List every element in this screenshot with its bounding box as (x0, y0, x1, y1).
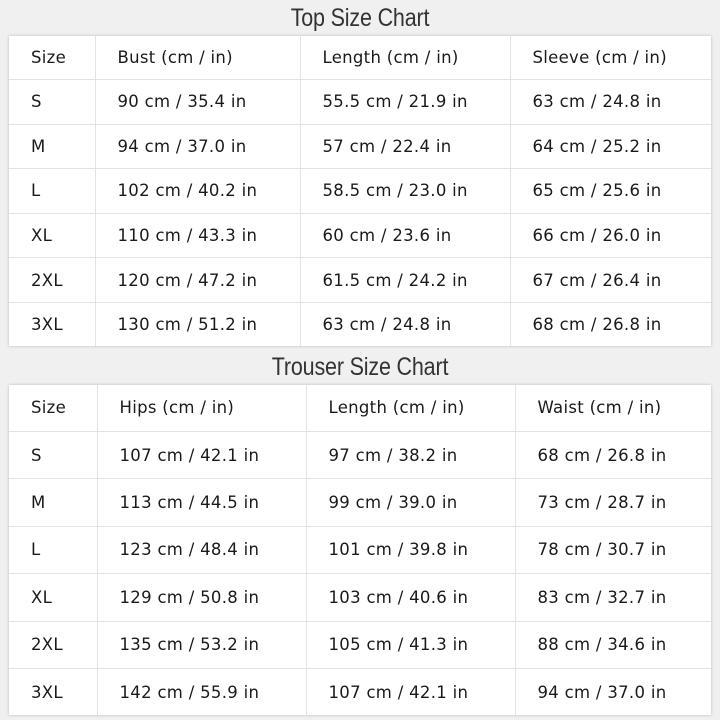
measurement-cell: 97 cm / 38.2 in (306, 431, 515, 478)
measurement-cell: 113 cm / 44.5 in (97, 479, 306, 526)
top-size-table-card (9, 36, 711, 346)
measurement-cell: 102 cm / 40.2 in (95, 169, 300, 214)
measurement-cell: 110 cm / 43.3 in (95, 213, 300, 258)
measurement-cell: 103 cm / 40.6 in (306, 574, 515, 621)
top-size-table (9, 36, 711, 346)
measurement-cell: 90 cm / 35.4 in (95, 79, 300, 124)
measurement-cell: 67 cm / 26.4 in (510, 258, 711, 303)
trouser-size-column-header: Hips (cm / in) (97, 385, 306, 431)
measurement-cell: 66 cm / 26.0 in (510, 213, 711, 258)
table-row (9, 124, 711, 169)
measurement-cell: 88 cm / 34.6 in (515, 621, 711, 668)
measurement-cell: 120 cm / 47.2 in (95, 258, 300, 303)
table-row (9, 213, 711, 258)
top-size-table-body (9, 36, 711, 346)
size-label-cell: L (9, 526, 97, 573)
measurement-cell: 123 cm / 48.4 in (97, 526, 306, 573)
measurement-cell: 94 cm / 37.0 in (537, 682, 667, 702)
top-size-column-header: Bust (cm / in) (95, 36, 300, 79)
measurement-cell: 63 cm / 24.8 in (300, 302, 510, 346)
table-row (9, 574, 711, 621)
measurement-cell: 68 cm / 26.8 in (515, 431, 711, 478)
size-label-cell: 3XL (9, 669, 97, 715)
size-label-cell: XL (9, 574, 97, 621)
measurement-cell: 60 cm / 23.6 in (300, 213, 510, 258)
trouser-size-table-card (9, 385, 711, 715)
table-row (9, 302, 711, 346)
trouser-size-table (9, 385, 711, 715)
table-row (9, 79, 711, 124)
measurement-cell: 73 cm / 28.7 in (515, 479, 711, 526)
measurement-cell: 78 cm / 30.7 in (515, 526, 711, 573)
measurement-cell: 58.5 cm / 23.0 in (300, 169, 510, 214)
trouser-size-table-body (9, 385, 711, 715)
trouser-size-chart-title: Trouser Size Chart (271, 353, 449, 381)
measurement-cell: 57 cm / 22.4 in (300, 124, 510, 169)
size-label-cell: M (9, 479, 97, 526)
table-row (9, 479, 711, 526)
measurement-cell: 135 cm / 53.2 in (97, 621, 306, 668)
measurement-cell: 68 cm / 26.8 in (532, 314, 662, 334)
measurement-cell: 105 cm / 41.3 in (306, 621, 515, 668)
size-label-cell: S (9, 431, 97, 478)
table-row (9, 526, 711, 573)
measurement-cell: 94 cm / 37.0 in (95, 124, 300, 169)
table-row (9, 258, 711, 303)
measurement-cell: 64 cm / 25.2 in (510, 124, 711, 169)
size-label-cell: 2XL (9, 258, 95, 303)
measurement-cell: 142 cm / 55.9 in (97, 669, 306, 715)
size-label-cell: XL (9, 213, 95, 258)
measurement-cell: 63 cm / 24.8 in (510, 79, 711, 124)
top-size-chart-title: Top Size Chart (290, 4, 430, 32)
measurement-cell: 129 cm / 50.8 in (97, 574, 306, 621)
measurement-cell: 61.5 cm / 24.2 in (300, 258, 510, 303)
trouser-size-header-row (9, 385, 711, 431)
size-label-cell: 3XL (9, 302, 95, 346)
top-size-column-header: Size (9, 36, 95, 79)
trouser-size-column-header: Length (cm / in) (306, 385, 515, 431)
measurement-cell: 65 cm / 25.6 in (510, 169, 711, 214)
table-row (9, 431, 711, 478)
size-label-cell: M (9, 124, 95, 169)
measurement-cell: 55.5 cm / 21.9 in (300, 79, 510, 124)
measurement-cell: 83 cm / 32.7 in (515, 574, 711, 621)
top-size-column-header: Length (cm / in) (300, 36, 510, 79)
measurement-cell: 99 cm / 39.0 in (306, 479, 515, 526)
measurement-cell: 101 cm / 39.8 in (306, 526, 515, 573)
top-size-header-row (9, 36, 711, 79)
size-label-cell: 2XL (9, 621, 97, 668)
size-label-cell: S (9, 79, 95, 124)
top-size-column-header: Sleeve (cm / in) (510, 36, 711, 79)
trouser-size-column-header: Size (9, 385, 97, 431)
measurement-cell: 107 cm / 42.1 in (97, 431, 306, 478)
measurement-cell: 107 cm / 42.1 in (306, 669, 515, 715)
measurement-cell: 130 cm / 51.2 in (95, 302, 300, 346)
trouser-size-column-header: Waist (cm / in) (515, 385, 711, 431)
size-label-cell: L (9, 169, 95, 214)
table-row (9, 669, 711, 715)
table-row (9, 621, 711, 668)
table-row (9, 169, 711, 214)
